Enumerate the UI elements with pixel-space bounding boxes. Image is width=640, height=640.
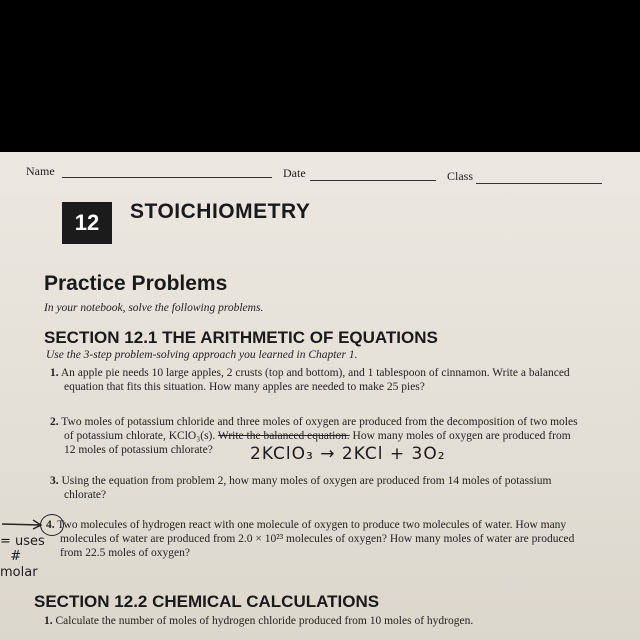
problem-text: How many moles of oxygen are produced from	[349, 430, 571, 442]
problem-text: Calculate the number of moles of hydrogen chloride produced from 10 moles of hydrogen.	[55, 615, 474, 627]
margin-note-prefix: =	[0, 534, 16, 549]
problem-text: Two molecules of hydrogen react with one molecule of oxygen to produce two molecules of water. How many	[57, 519, 567, 531]
handwritten-equation: 2KClO₃ → 2KCl + 3O₂	[250, 444, 446, 464]
date-label: Date	[283, 166, 306, 180]
practice-instruction: In your notebook, solve the following problems.	[44, 302, 264, 314]
chapter-title: STOICHIOMETRY	[130, 200, 311, 223]
name-label: Name	[26, 164, 55, 178]
worksheet-page	[0, 152, 640, 640]
problem-number: 2.	[50, 416, 59, 428]
problem-text: equation that fits this situation. How many apples are needed to make 25 pies?	[64, 381, 425, 393]
problem-text: An apple pie needs 10 large apples, 2 crusts (top and bottom), and 1 tablespoon of cinnamon. Write a balanced	[60, 367, 570, 379]
problem-text: Using the equation from problem 2, how many moles of oxygen are produced from 14 moles of potassium	[61, 475, 552, 487]
problem-number: 1.	[44, 615, 53, 627]
margin-note-text: #	[10, 549, 22, 564]
struck-text: Write the balanced equation.	[217, 430, 350, 442]
section-2-title: SECTION 12.2 CHEMICAL CALCULATIONS	[34, 592, 380, 611]
problem-1	[50, 366, 610, 394]
class-label: Class	[447, 169, 474, 183]
class-line	[476, 183, 602, 184]
problem-text: from 22.5 moles of oxygen?	[60, 547, 190, 559]
handwritten-arrow-icon	[0, 516, 46, 532]
date-line	[310, 180, 436, 181]
chapter-number-badge: 12	[62, 202, 112, 244]
problem-text: Two moles of potassium chloride and three moles of oxygen are produced from the decomposition of two moles	[61, 416, 578, 428]
problem-text: chlorate?	[64, 489, 107, 501]
margin-note-hash	[2, 549, 21, 564]
margin-note-uses	[0, 534, 45, 549]
practice-title: Practice Problems	[44, 272, 228, 295]
section-1-title: SECTION 12.1 THE ARITHMETIC OF EQUATIONS	[44, 328, 438, 347]
problem-text: molecules of water are produced from 2.0 × 10²³ molecules of oxygen? How many moles of water are produced	[60, 533, 575, 545]
margin-note-molar: molar	[0, 565, 38, 580]
problem-4	[46, 518, 626, 560]
section-1-subtitle: Use the 3-step problem-solving approach you learned in Chapter 1.	[46, 349, 358, 361]
problem-number: 3.	[50, 475, 59, 487]
problem-text: of potassium chlorate, KClO₃(s).	[64, 430, 218, 442]
margin-note-text: uses	[15, 534, 45, 549]
problem-text: 12 moles of potassium chlorate?	[64, 444, 213, 456]
problem-number: 4.	[46, 519, 55, 531]
problem-3	[50, 474, 620, 502]
name-line	[62, 177, 272, 178]
section-2-problem-1	[44, 614, 604, 628]
problem-number: 1.	[50, 367, 59, 379]
